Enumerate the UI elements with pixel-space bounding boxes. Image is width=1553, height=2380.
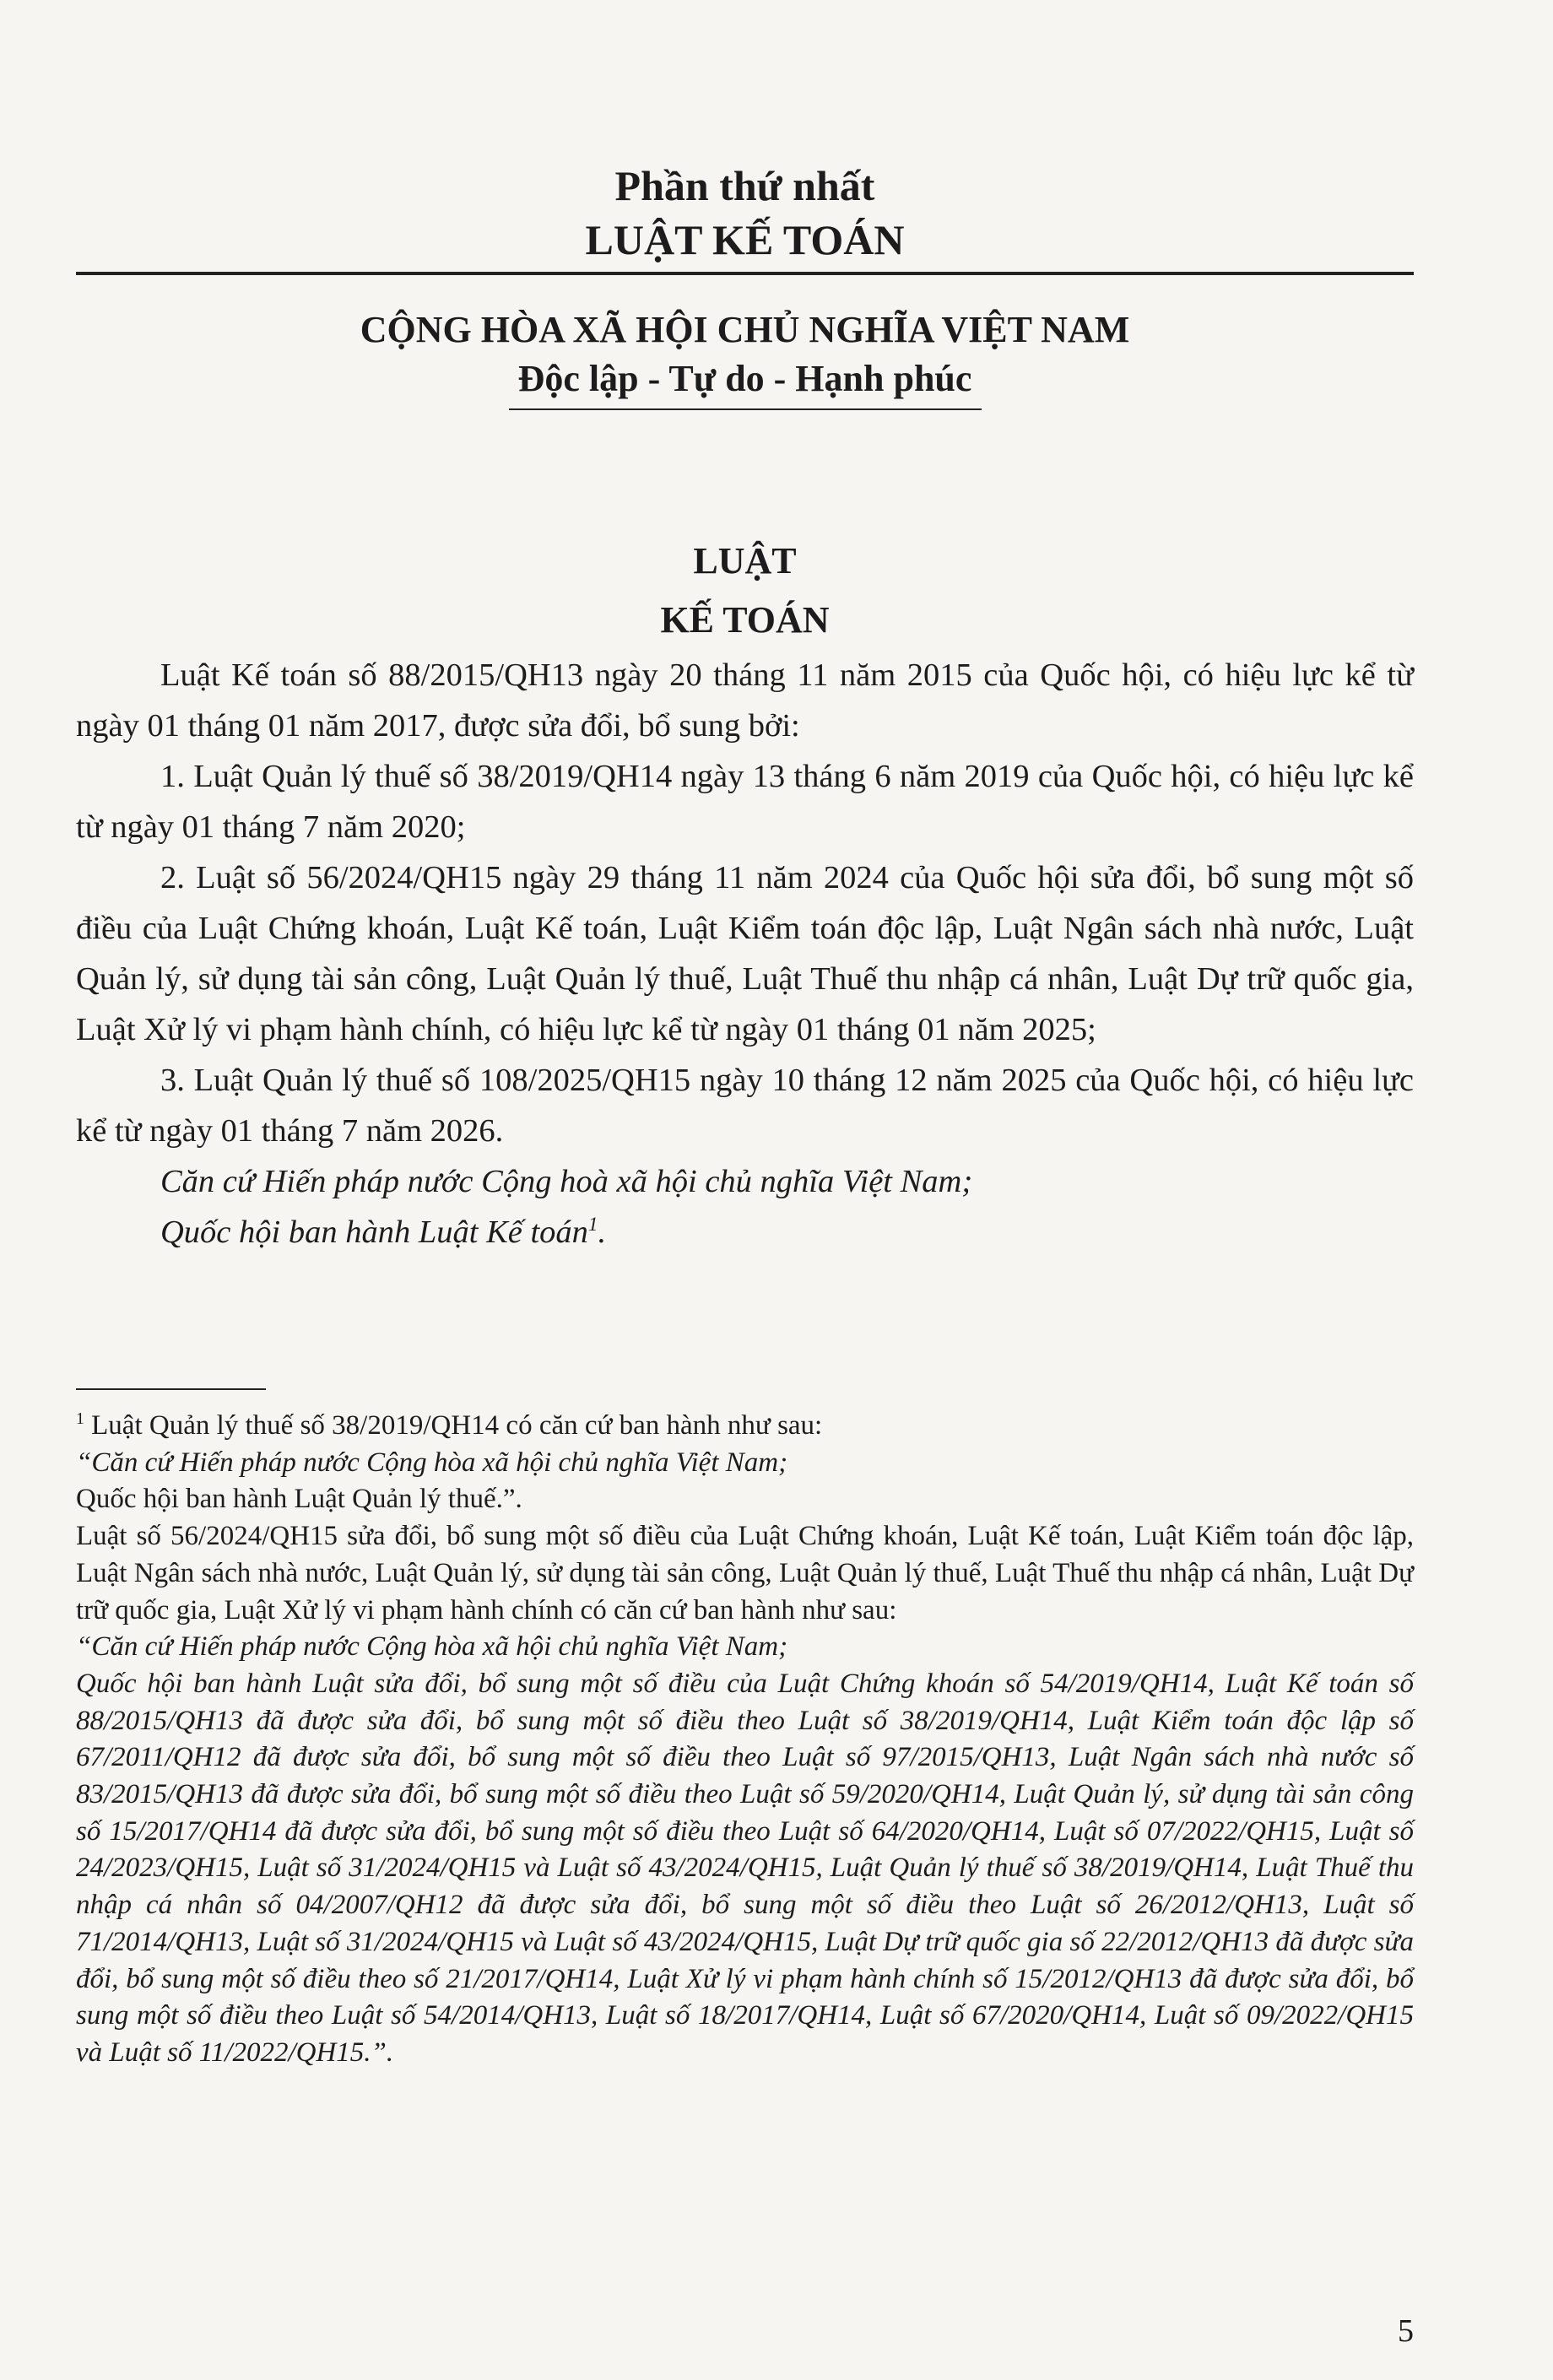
amendment-item-2: 2. Luật số 56/2024/QH15 ngày 29 tháng 11 năm 2024 của Quốc hội sửa đổi, bổ sung một số điều của Luật Chứng khoán, Luật Kế toán, Luật Kiểm toán độc lập, Luật Ngân sách nhà nước, Luật Quản lý, sử dụng tài sản công, Luật Quản lý thuế, Luật Thuế thu nhập cá nhân, Luật Dự trữ quốc gia, Luật Xử lý vi phạm hành chính, có hiệu lực kể từ ngày 01 tháng 01 năm 2025; (76, 860, 1414, 1047)
national-heading (76, 306, 1414, 410)
country-name: CỘNG HÒA XÃ HỘI CHỦ NGHĨA VIỆT NAM (360, 309, 1130, 350)
part-title: LUẬT KẾ TOÁN (585, 216, 905, 263)
motto-underline (509, 408, 982, 410)
law-title-line2: KẾ TOÁN (660, 599, 830, 641)
footnote-line-1 (76, 1408, 1414, 1445)
footnote-quote-1: “Căn cứ Hiến pháp nước Cộng hòa xã hội chủ nghĩa Việt Nam; (76, 1447, 788, 1478)
legal-basis-2-text: Quốc hội ban hành Luật Kế toán (160, 1214, 588, 1250)
footnote-marker: 1 (76, 1409, 84, 1428)
part-label: Phần thứ nhất (614, 162, 875, 209)
amendment-item-1: 1. Luật Quản lý thuế số 38/2019/QH14 ngày 13 tháng 6 năm 2019 của Quốc hội, có hiệu lực kể từ ngày 01 tháng 7 năm 2020; (76, 759, 1414, 845)
footnote (76, 1408, 1414, 2072)
footnote-reference[interactable]: 1 (587, 1213, 598, 1236)
national-motto: Độc lập - Tự do - Hạnh phúc (517, 358, 972, 399)
footnote-quote-2: “Căn cứ Hiến pháp nước Cộng hòa xã hội chủ nghĩa Việt Nam; (76, 1631, 788, 1663)
intro-paragraph: Luật Kế toán số 88/2015/QH13 ngày 20 tháng 11 năm 2015 của Quốc hội, có hiệu lực kể từ ngày 01 tháng 01 năm 2017, được sửa đổi, bổ sung bởi: (76, 657, 1414, 744)
footnote-divider (76, 1388, 266, 1390)
footnote-line-3: Quốc hội ban hành Luật Quản lý thuế.”. (76, 1484, 522, 1515)
legal-basis-2-end: . (598, 1214, 607, 1250)
law-body (76, 650, 1414, 1258)
law-title (76, 532, 1414, 650)
footnote-quote-3: Quốc hội ban hành Luật sửa đổi, bổ sung một số điều của Luật Chứng khoán số 54/2019/QH14, Luật Kế toán số 88/2015/QH13 đã được sửa đổi, bổ sung một số điều theo Luật số 38/2019/QH14, Luật Kiểm toán độc lập số 67/2011/QH12 đã được sửa đổi, bổ sung một số điều theo Luật số 97/2015/QH13, Luật Ngân sách nhà nước số 83/2015/QH13 đã được sửa đổi, bổ sung một số điều theo Luật số 59/2020/QH14, Luật Quản lý, sử dụng tài sản công số 15/2017/QH14 đã được sửa đổi, bổ sung một số điều theo Luật số 64/2020/QH14, Luật số 07/2022/QH15, Luật số 24/2023/QH15, Luật số 31/2024/QH15 và Luật số 43/2024/QH15, Luật Quản lý thuế số 38/2019/QH14, Luật Thuế thu nhập cá nhân số 04/2007/QH12 đã được sửa đổi, bổ sung một số điều theo Luật số 26/2012/QH13, Luật số 71/2014/QH13, Luật số 31/2024/QH15 và Luật số 43/2024/QH15, Luật Dự trữ quốc gia số 22/2012/QH13 đã được sửa đổi, bổ sung một số điều theo số 21/2017/QH14, Luật Xử lý vi phạm hành chính số 15/2012/QH13 đã được sửa đổi, bổ sung một số điều theo Luật số 54/2014/QH13, Luật số 18/2017/QH14, Luật số 67/2020/QH14, Luật số 09/2022/QH15 và Luật số 11/2022/QH15.”. (76, 1668, 1414, 2068)
page-number: 5 (1398, 2313, 1414, 2349)
law-title-line1: LUẬT (693, 540, 797, 581)
footnote-line-1-text: Luật Quản lý thuế số 38/2019/QH14 có căn cứ ban hành như sau: (84, 1410, 823, 1441)
legal-basis-1: Căn cứ Hiến pháp nước Cộng hoà xã hội chủ nghĩa Việt Nam; (160, 1164, 973, 1199)
footnote-paragraph-2: Luật số 56/2024/QH15 sửa đổi, bổ sung một số điều của Luật Chứng khoán, Luật Kế toán, Luật Kiểm toán độc lập, Luật Ngân sách nhà nước, Luật Quản lý, sử dụng tài sản công, Luật Quản lý thuế, Luật Thuế thu nhập cá nhân, Luật Dự trữ quốc gia, Luật Xử lý vi phạm hành chính có căn cứ ban hành như sau: (76, 1521, 1414, 1625)
header-divider (76, 272, 1414, 275)
amendment-item-3: 3. Luật Quản lý thuế số 108/2025/QH15 ngày 10 tháng 12 năm 2025 của Quốc hội, có hiệu lực kể từ ngày 01 tháng 7 năm 2026. (76, 1063, 1414, 1149)
document-page (76, 0, 1414, 2380)
legal-basis-2 (76, 1207, 1414, 1258)
part-heading (76, 159, 1414, 267)
